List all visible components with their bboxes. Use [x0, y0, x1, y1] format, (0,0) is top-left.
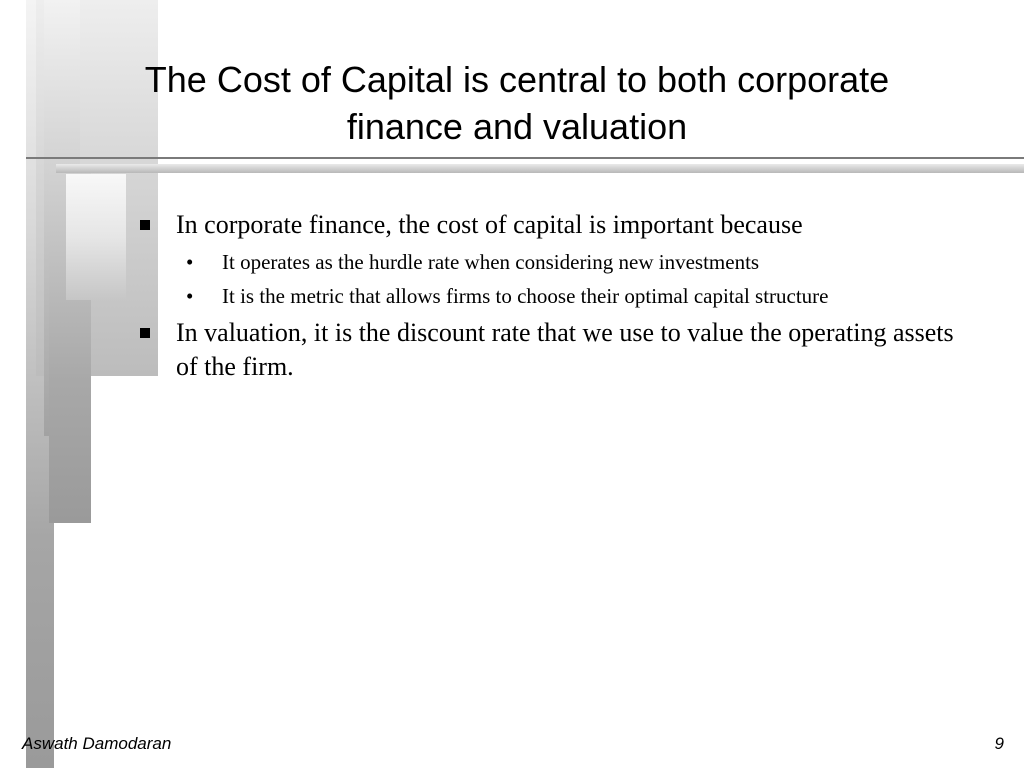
slide-body: [140, 208, 980, 388]
round-bullet-icon: •: [186, 284, 194, 308]
round-bullet-icon: •: [186, 250, 194, 274]
title-divider-band: [56, 164, 1024, 173]
sub-bullet-text: It is the metric that allows firms to choose their optimal capital structure: [222, 284, 829, 308]
bullet-item: [140, 316, 980, 384]
slide-title: The Cost of Capital is central to both corporate finance and valuation: [144, 59, 890, 147]
page-number: 9: [994, 734, 1004, 753]
bullet-item: [140, 208, 980, 242]
bullet-text: In corporate finance, the cost of capital is important because: [176, 210, 803, 239]
square-bullet-icon: [140, 220, 150, 230]
decorative-bar: [66, 174, 126, 300]
title-divider: [26, 157, 1024, 159]
square-bullet-icon: [140, 328, 150, 338]
sub-bullet-item: [140, 248, 980, 276]
sub-bullet-list: [140, 248, 980, 310]
bullet-text: In valuation, it is the discount rate that we use to value the operating assets of the firm.: [176, 318, 954, 381]
sub-bullet-item: [140, 282, 980, 310]
sub-bullet-text: It operates as the hurdle rate when considering new investments: [222, 250, 760, 274]
footer-author: Aswath Damodaran: [22, 734, 172, 753]
